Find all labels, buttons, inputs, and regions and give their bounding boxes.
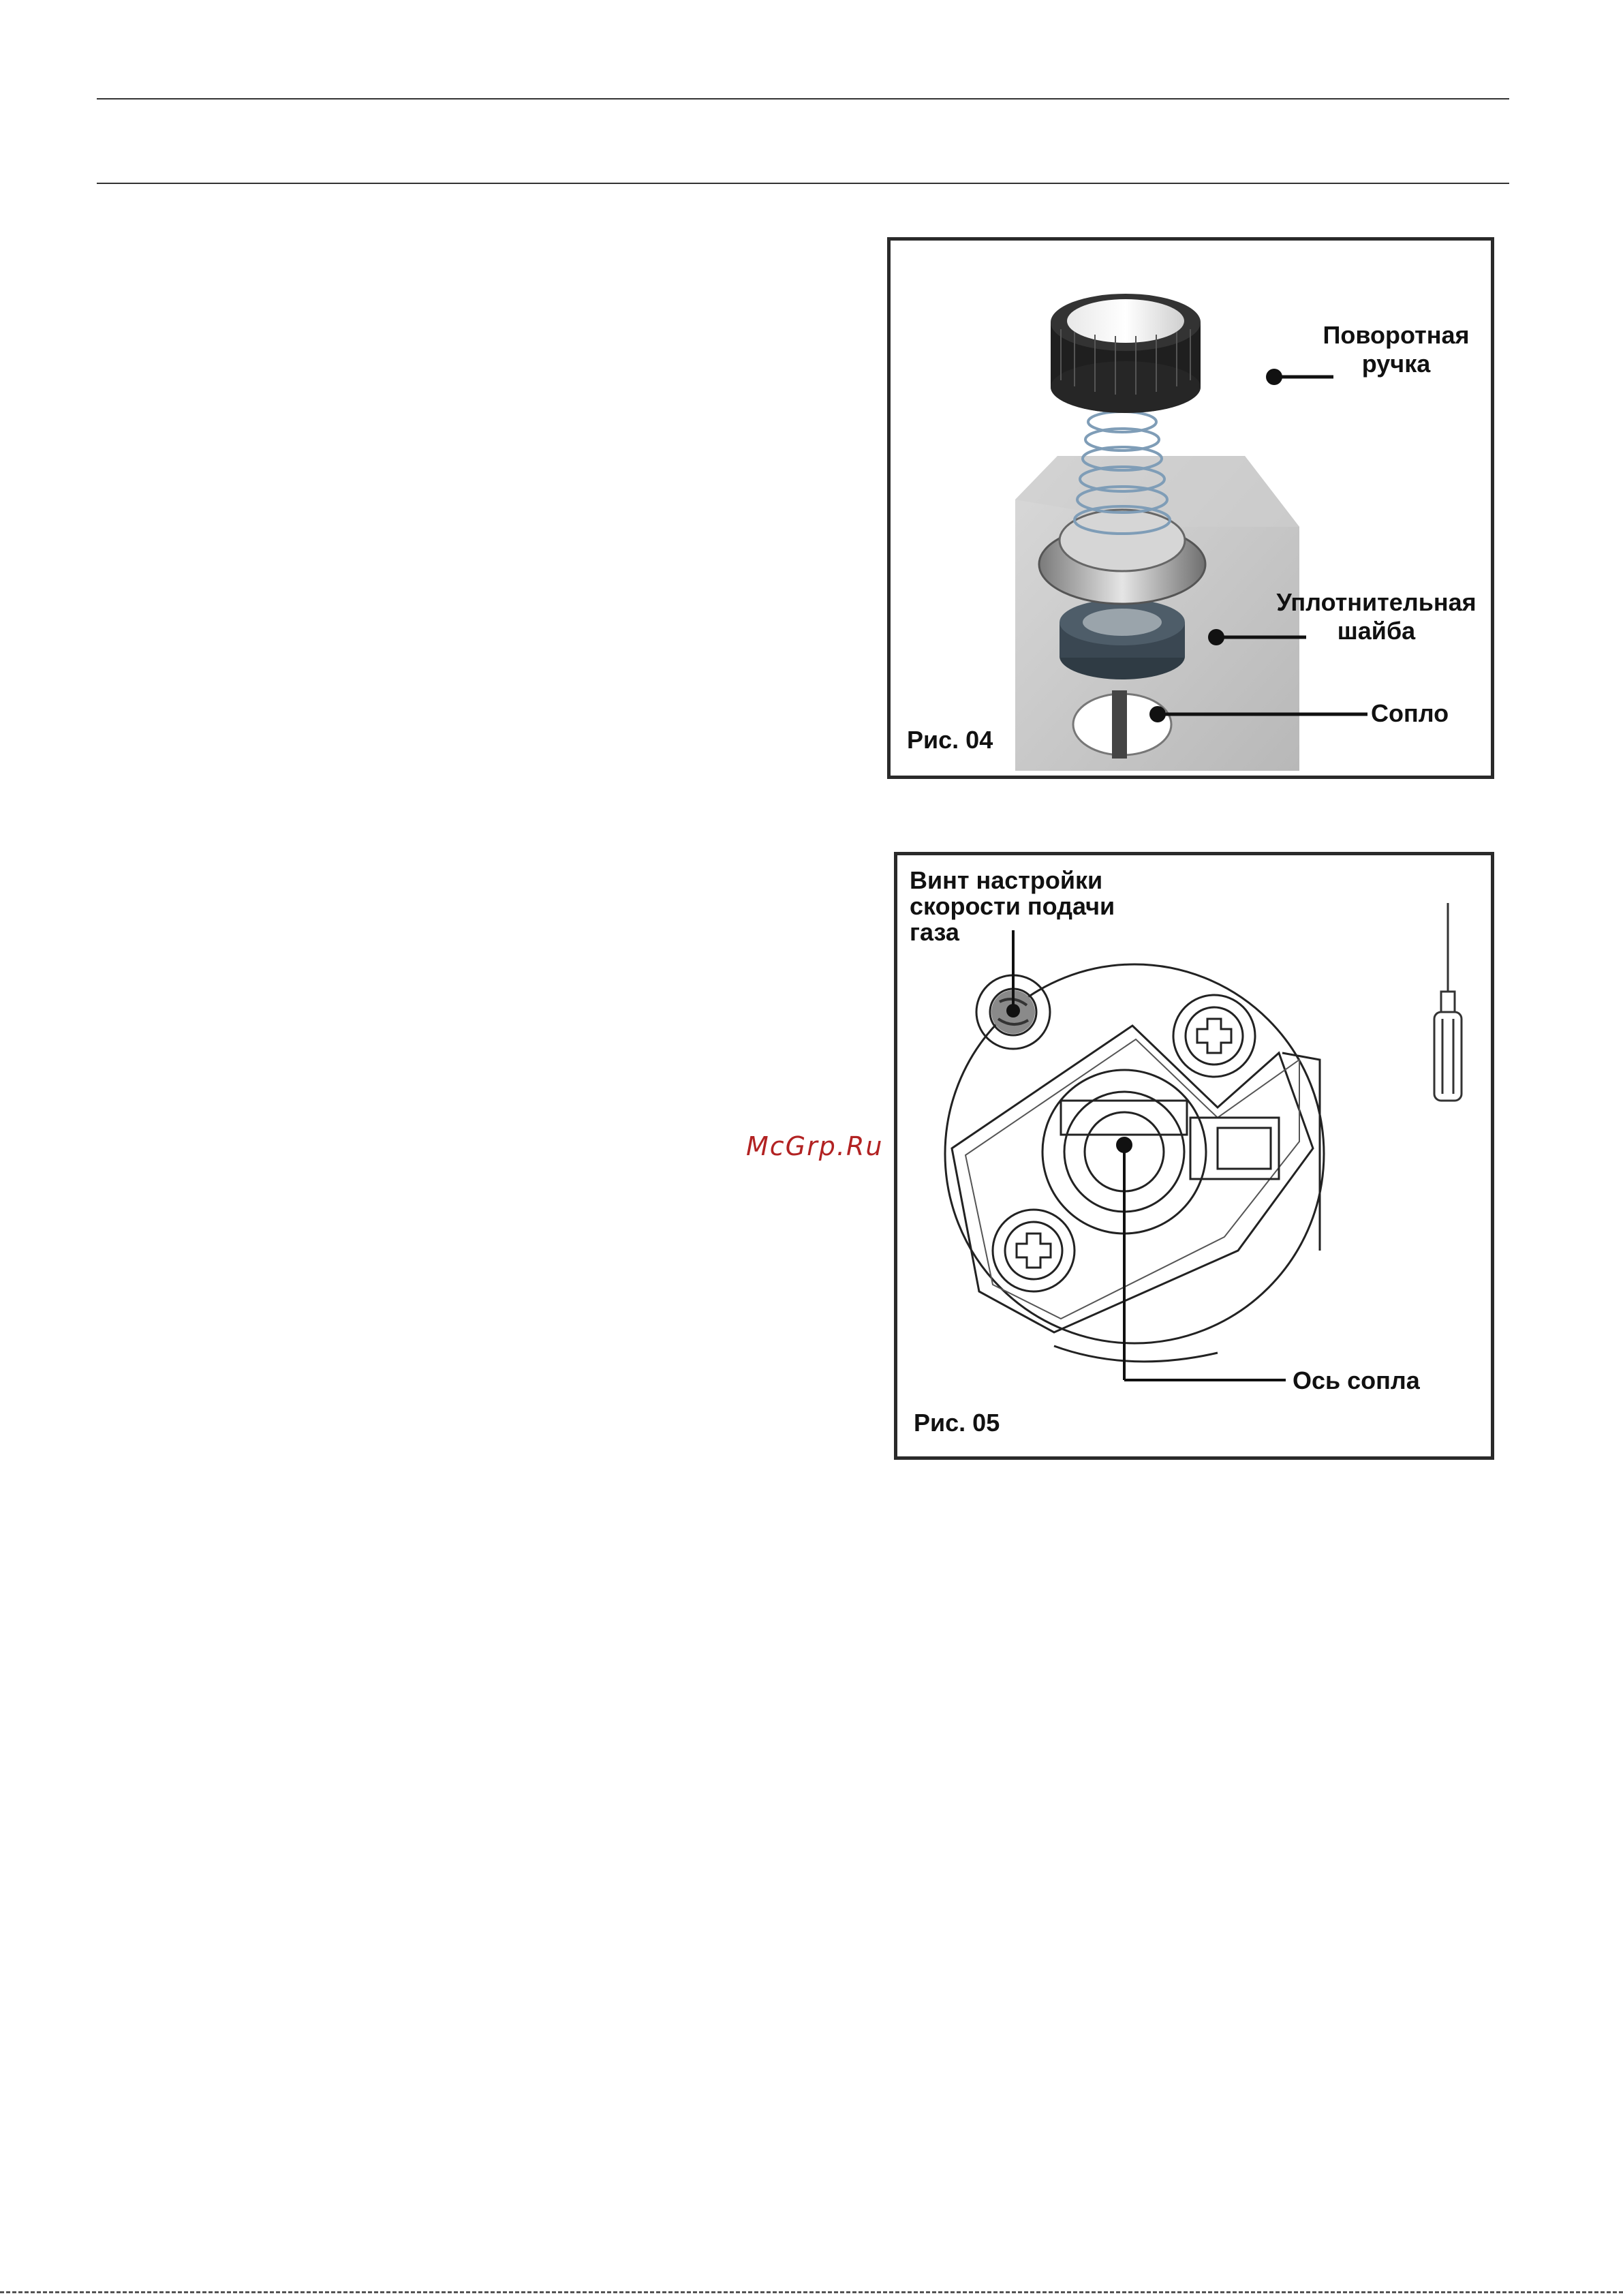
label-knob: Поворотная ручка [1323,321,1470,378]
header-rule-bottom [97,183,1509,184]
watermark: McGrp.Ru [746,1131,884,1161]
label-washer: Уплотнительная шайба [1276,588,1477,645]
figure-05 [894,852,1494,1460]
label-nozzle: Сопло [1371,699,1449,727]
page-bottom-edge [0,2291,1623,2293]
header-rule-top [97,98,1509,100]
label-nozzle-axis: Ось сопла [1293,1366,1420,1394]
figure-04 [887,237,1494,779]
figure-05-caption: Рис. 05 [914,1409,1000,1437]
figure-04-caption: Рис. 04 [907,726,993,754]
label-gas-screw: Винт настройки скорости подачи газа [910,866,1115,946]
